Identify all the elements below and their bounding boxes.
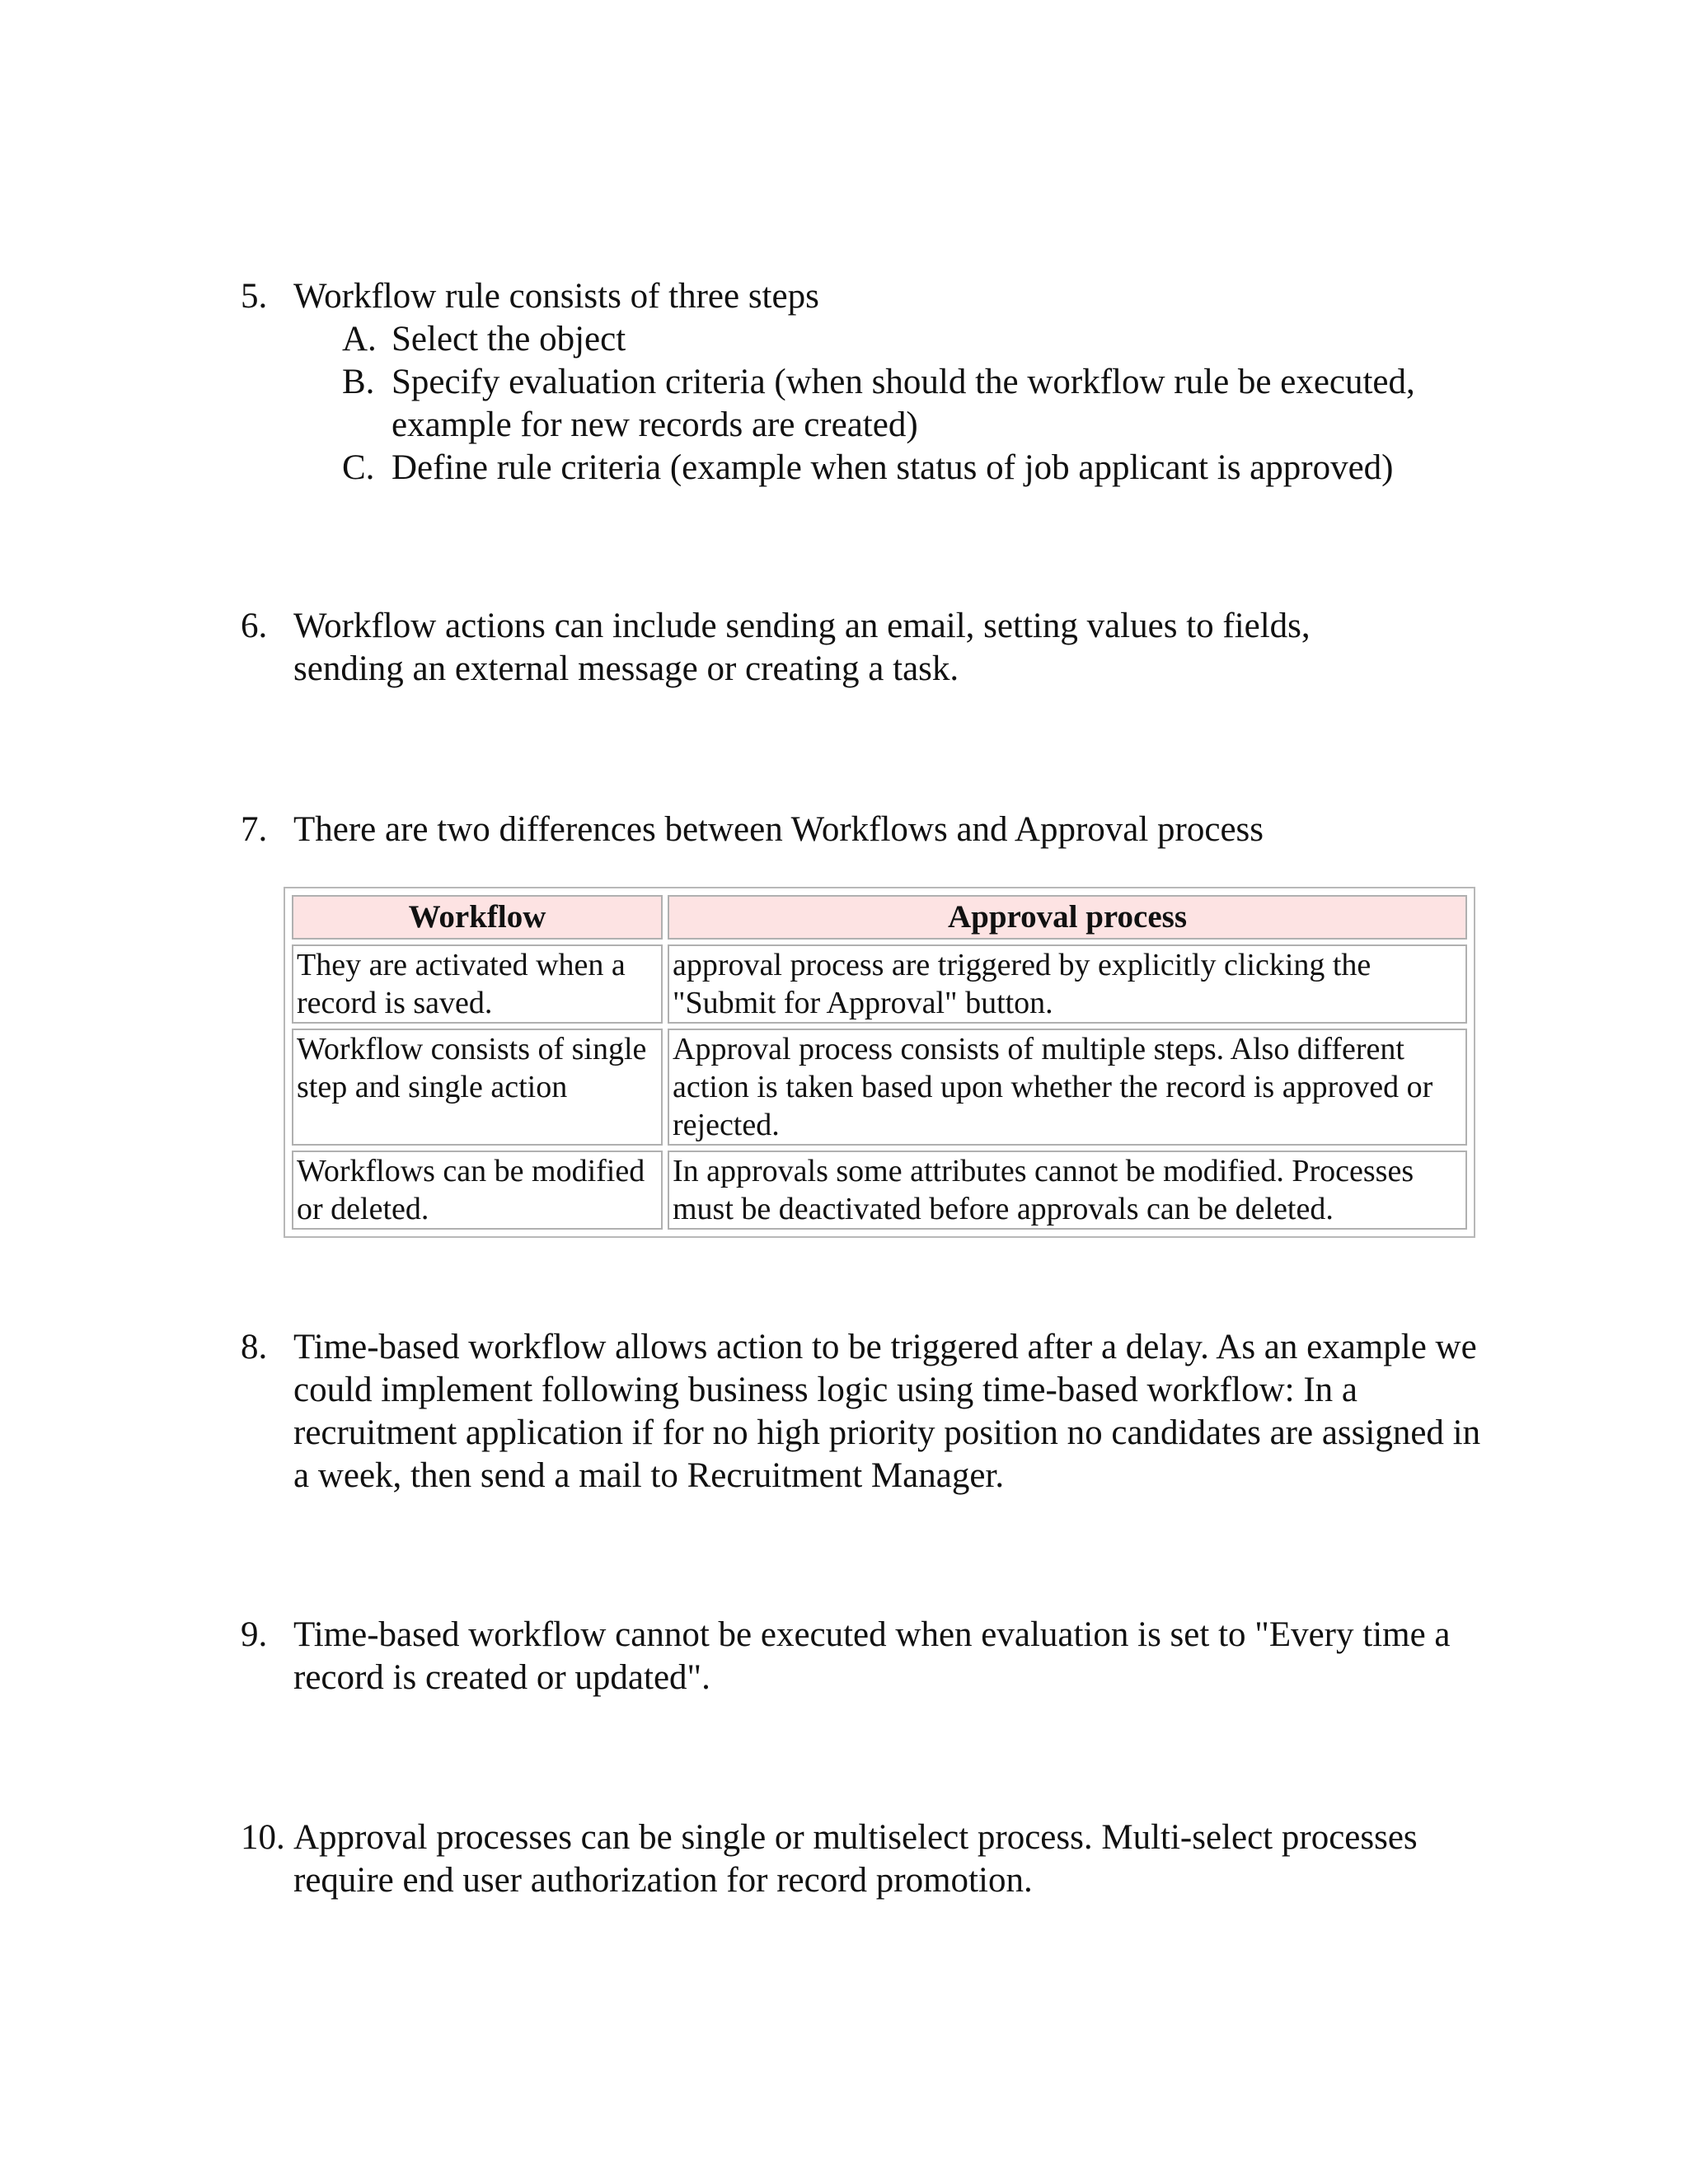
sub-item-text: Specify evaluation criteria (when should the workflow rule be executed, example for new records are created) [392, 363, 1415, 444]
table-cell: They are activated when a record is saved. [292, 944, 663, 1024]
sub-item-letter: C. [342, 448, 375, 487]
table-row [292, 1029, 1467, 1146]
table-cell: Workflow consists of single step and single action [292, 1029, 663, 1146]
item-number: 9. [241, 1615, 268, 1654]
comparison-table [284, 887, 1475, 1238]
list-item-9 [241, 1614, 1493, 1699]
sub-item-c [342, 447, 1493, 490]
item-number: 10. [241, 1818, 285, 1857]
table-row [292, 944, 1467, 1024]
item-text: Workflow rule consists of three steps [293, 277, 819, 316]
sub-item-text: Select the object [392, 320, 626, 359]
sub-item-letter: B. [342, 363, 375, 401]
item-text: Approval processes can be single or multiselect process. Multi-select processes require end user authorization for record promotion. [293, 1818, 1418, 1900]
list-item-7 [241, 808, 1493, 851]
sub-list [293, 318, 1493, 490]
item-text: Time-based workflow cannot be executed when evaluation is set to "Every time a record is created or updated". [293, 1615, 1451, 1697]
sub-item-b [342, 361, 1493, 447]
sub-item-letter: A. [342, 320, 377, 359]
table-cell: Workflows can be modified or deleted. [292, 1151, 663, 1230]
table-header-row [292, 895, 1467, 940]
item-number: 8. [241, 1328, 268, 1366]
table-cell: Approval process consists of multiple steps. Also different action is taken based upon whether the record is approved or rejected. [668, 1029, 1467, 1146]
sub-item-a [342, 318, 1493, 361]
column-header-workflow: Workflow [292, 895, 663, 940]
item-text: There are two differences between Workflows and Approval process [293, 810, 1264, 849]
table-cell: approval process are triggered by explicitly clicking the "Submit for Approval" button. [668, 944, 1467, 1024]
item-number: 6. [241, 607, 268, 645]
item-text: Time-based workflow allows action to be triggered after a delay. As an example we could implement following business logic using time-based workflow: In a recruitment application if for no high priority position no candidates are assigned in a week, then send a mail to Recruitment Manager. [293, 1328, 1481, 1495]
sub-item-text: Define rule criteria (example when status of job applicant is approved) [392, 448, 1394, 487]
table-cell: In approvals some attributes cannot be modified. Processes must be deactivated before approvals can be deleted. [668, 1151, 1467, 1230]
item-number: 7. [241, 810, 268, 849]
comparison-table-grid [287, 890, 1472, 1235]
list-item-10 [241, 1816, 1493, 1902]
list-item-8 [241, 1326, 1493, 1497]
item-text: Workflow actions can include sending an email, setting values to fields, sending an external message or creating a task. [293, 607, 1311, 688]
item-number: 5. [241, 277, 268, 316]
list-item-5 [241, 275, 1493, 490]
column-header-approval-process: Approval process [668, 895, 1467, 940]
list-item-6 [241, 605, 1395, 691]
table-row [292, 1151, 1467, 1230]
